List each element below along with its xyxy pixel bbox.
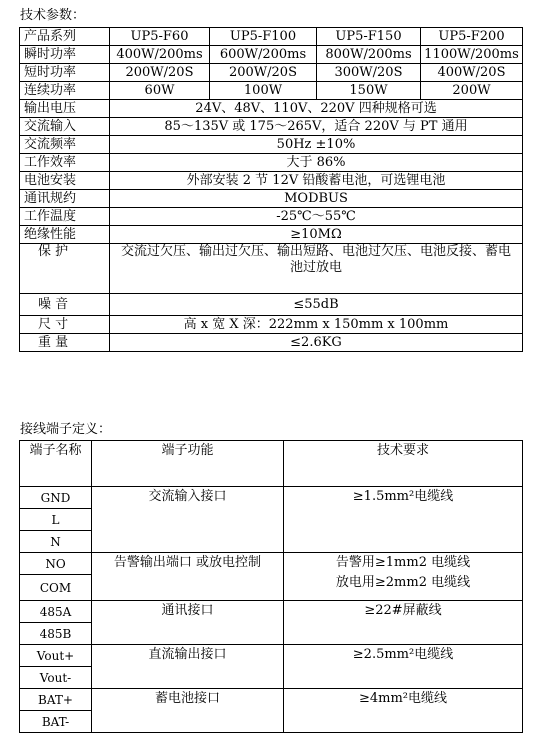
value-cell: 大于 86% [110, 154, 523, 172]
requirement-cell: ≥4mm²电缆线 [284, 689, 523, 733]
row-label: 交流输入 [20, 118, 110, 136]
row-label: 瞬时功率 [20, 46, 110, 64]
row-label: 电池安装 [20, 172, 110, 190]
spec-row-output-voltage [20, 100, 523, 118]
value-cell: 800W/200ms [317, 46, 421, 64]
spec-row-protection [20, 244, 523, 294]
terminal-cell: BAT- [20, 711, 92, 733]
spec-row-weight [20, 334, 523, 352]
row-label: 通讯规约 [20, 190, 110, 208]
spec-row-noise [20, 294, 523, 316]
table-row [20, 553, 523, 575]
spec-table [19, 27, 523, 352]
terminal-cell: NO [20, 553, 92, 575]
row-label: 绝缘性能 [20, 226, 110, 244]
value-cell: ≤2.6KG [110, 334, 523, 352]
row-label: 重 量 [20, 334, 110, 352]
table-row [20, 487, 523, 509]
terminal-cell: 485A [20, 601, 92, 623]
requirement-cell [284, 553, 523, 601]
value-cell: 200W/20S [110, 64, 210, 82]
row-label: 短时功率 [20, 64, 110, 82]
spec-section-title: 技术参数： [20, 8, 86, 23]
row-label: 产品系列 [20, 28, 110, 46]
row-label: 噪 音 [20, 294, 110, 316]
terminal-cell: Vout+ [20, 645, 92, 667]
row-label: 保 护 [20, 244, 110, 294]
row-label: 输出电压 [20, 100, 110, 118]
header-requirement: 技术要求 [284, 441, 523, 487]
function-cell: 蓄电池接口 [92, 689, 284, 733]
function-cell: 告警输出端口 或放电控制 [92, 553, 284, 601]
terminal-cell: 485B [20, 623, 92, 645]
terminal-section-title: 接线端子定义： [20, 422, 112, 437]
model-cell: UP5-F200 [421, 28, 523, 46]
value-cell: 100W [210, 82, 317, 100]
row-label: 交流频率 [20, 136, 110, 154]
function-cell: 直流输出接口 [92, 645, 284, 689]
model-cell: UP5-F150 [317, 28, 421, 46]
value-cell: ≤55dB [110, 294, 523, 316]
model-cell: UP5-F60 [110, 28, 210, 46]
spec-row-battery [20, 172, 523, 190]
table-row [20, 689, 523, 711]
value-cell: 外部安装 2 节 12V 铅酸蓄电池，可选锂电池 [110, 172, 523, 190]
row-label: 连续功率 [20, 82, 110, 100]
spec-row-insulation [20, 226, 523, 244]
function-cell: 通讯接口 [92, 601, 284, 645]
header-function: 端子功能 [92, 441, 284, 487]
value-cell: 60W [110, 82, 210, 100]
value-cell: 85～135V 或 175～265V，适合 220V 与 PT 通用 [110, 118, 523, 136]
value-cell: 400W/200ms [110, 46, 210, 64]
value-cell: 交流过欠压、输出过欠压、输出短路、电池过欠压、电池反接、蓄电池过放电 [110, 244, 523, 294]
value-cell: -25℃～55℃ [110, 208, 523, 226]
spec-row-ac-freq [20, 136, 523, 154]
value-cell: 1100W/200ms [421, 46, 523, 64]
value-cell: 150W [317, 82, 421, 100]
function-cell: 交流输入接口 [92, 487, 284, 553]
value-cell: 400W/20S [421, 64, 523, 82]
row-label: 尺 寸 [20, 316, 110, 334]
value-cell: 高 x 宽 X 深：222mm x 150mm x 100mm [110, 316, 523, 334]
spec-row-series [20, 28, 523, 46]
spec-row-continuous [20, 82, 523, 100]
spec-row-instant [20, 46, 523, 64]
spec-row-temperature [20, 208, 523, 226]
terminal-cell: Vout- [20, 667, 92, 689]
value-cell: 300W/20S [317, 64, 421, 82]
table-row [20, 645, 523, 667]
value-cell: ≥10MΩ [110, 226, 523, 244]
spec-row-efficiency [20, 154, 523, 172]
terminal-cell: COM [20, 575, 92, 601]
spec-row-protocol [20, 190, 523, 208]
terminal-cell: GND [20, 487, 92, 509]
model-cell: UP5-F100 [210, 28, 317, 46]
requirement-cell: ≥1.5mm²电缆线 [284, 487, 523, 553]
spec-row-ac-input [20, 118, 523, 136]
requirement-cell: ≥2.5mm²电缆线 [284, 645, 523, 689]
row-label: 工作效率 [20, 154, 110, 172]
terminal-cell: BAT+ [20, 689, 92, 711]
terminal-table [19, 440, 523, 733]
value-cell: 50Hz ±10% [110, 136, 523, 154]
requirement-line: 告警用≥1mm2 电缆线 [335, 555, 471, 570]
value-cell: 200W/20S [210, 64, 317, 82]
terminal-header-row [20, 441, 523, 487]
requirement-line: 放电用≥2mm2 电缆线 [335, 575, 471, 590]
terminal-cell: L [20, 509, 92, 531]
requirement-cell: ≥22#屏蔽线 [284, 601, 523, 645]
value-cell: 600W/200ms [210, 46, 317, 64]
table-row [20, 601, 523, 623]
terminal-cell: N [20, 531, 92, 553]
value-cell: 200W [421, 82, 523, 100]
spec-row-short [20, 64, 523, 82]
row-label: 工作温度 [20, 208, 110, 226]
header-terminal-name: 端子名称 [20, 441, 92, 487]
value-cell: MODBUS [110, 190, 523, 208]
spec-row-size [20, 316, 523, 334]
value-cell: 24V、48V、110V、220V 四种规格可选 [110, 100, 523, 118]
